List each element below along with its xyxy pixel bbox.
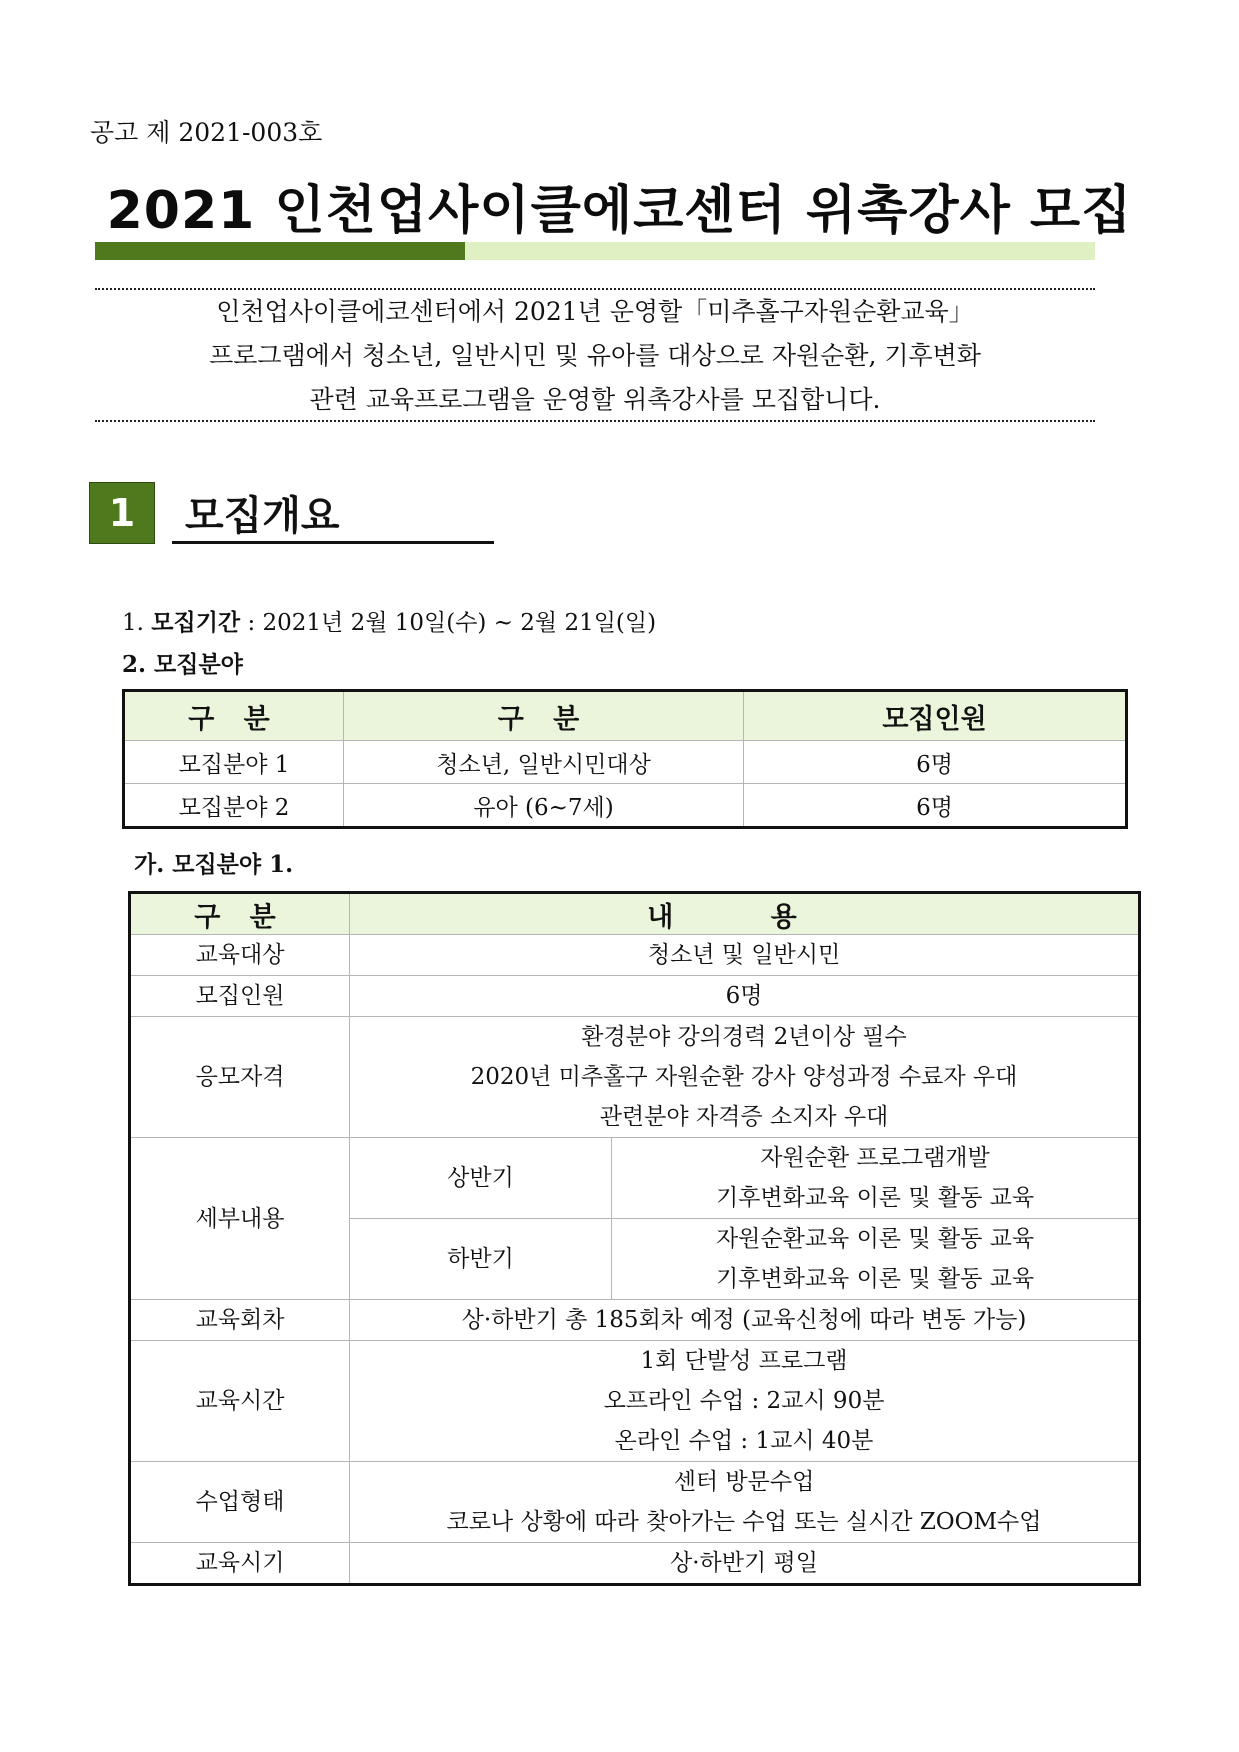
section-title: 모집개요 <box>185 493 340 539</box>
row-value <box>350 1017 1140 1138</box>
table-row <box>130 976 1140 1017</box>
recruit-period <box>122 604 656 637</box>
value-line: 관련분야 자격증 소지자 우대 <box>599 1104 889 1130</box>
value-line: 오프라인 수업 : 2교시 90분 <box>603 1388 885 1414</box>
table-row <box>130 1017 1140 1138</box>
row-value: 상·하반기 총 185회차 예정 (교육신청에 따라 변동 가능) <box>350 1300 1140 1341</box>
row-value: 청소년 및 일반시민 <box>350 935 1140 976</box>
intro-line: 관련 교육프로그램을 운영할 위촉강사를 모집합니다. <box>309 385 881 414</box>
table-header-row <box>130 893 1140 935</box>
table-header: 내 용 <box>350 893 1140 935</box>
table-header: 구 분 <box>124 691 344 741</box>
row-value: 6명 <box>350 976 1140 1017</box>
row-value <box>350 1462 1140 1543</box>
table-header-row <box>124 691 1127 741</box>
row-value: 상·하반기 평일 <box>350 1543 1140 1585</box>
sub-row-label: 하반기 <box>350 1219 612 1300</box>
table-header: 구 분 <box>130 893 350 935</box>
value-line: 기후변화교육 이론 및 활동 교육 <box>715 1266 1035 1292</box>
section-number-badge: 1 <box>89 482 155 544</box>
sub-section-label: 가. 모집분야 1. <box>134 851 294 878</box>
table-cell: 청소년, 일반시민대상 <box>344 741 744 784</box>
value-line: 환경분야 강의경력 2년이상 필수 <box>581 1024 907 1050</box>
value-line: 자원순환 프로그램개발 <box>760 1145 990 1171</box>
row-label: 응모자격 <box>130 1017 350 1138</box>
recruit-field-heading: 2. 모집분야 <box>122 651 243 678</box>
table-row <box>130 1543 1140 1585</box>
row-label: 교육시기 <box>130 1543 350 1585</box>
recruit-field-table <box>122 689 1128 829</box>
intro-box <box>95 288 1095 422</box>
row-value <box>612 1138 1140 1219</box>
value-line: 1회 단발성 프로그램 <box>640 1348 848 1374</box>
item-value: : 2021년 2월 10일(수) ~ 2월 21일(일) <box>240 610 657 636</box>
table-row <box>124 741 1127 784</box>
table-row <box>130 1300 1140 1341</box>
section-underline <box>172 541 494 544</box>
row-label: 수업형태 <box>130 1462 350 1543</box>
value-line: 기후변화교육 이론 및 활동 교육 <box>715 1185 1035 1211</box>
value-line: 코로나 상황에 따라 찾아가는 수업 또는 실시간 ZOOM수업 <box>446 1509 1042 1535</box>
row-label: 교육대상 <box>130 935 350 976</box>
table-row <box>130 935 1140 976</box>
table-row <box>130 1138 1140 1219</box>
notice-number: 공고 제 2021-003호 <box>90 118 323 147</box>
intro-line: 프로그램에서 청소년, 일반시민 및 유아를 대상으로 자원순환, 기후변화 <box>209 341 981 370</box>
table-cell: 모집분야 2 <box>124 784 344 828</box>
table-row <box>130 1462 1140 1543</box>
row-label: 모집인원 <box>130 976 350 1017</box>
table-header: 모집인원 <box>744 691 1127 741</box>
table-cell: 6명 <box>744 741 1127 784</box>
field1-detail-table <box>128 891 1141 1586</box>
value-line: 자원순환교육 이론 및 활동 교육 <box>715 1226 1035 1252</box>
item-prefix: 1. <box>122 610 152 636</box>
page-title: 2021 인천업사이클에코센터 위촉강사 모집 <box>106 181 1133 241</box>
row-value <box>350 1341 1140 1462</box>
title-bar-light <box>465 242 1095 260</box>
table-header: 구 분 <box>344 691 744 741</box>
item-label: 모집기간 <box>151 609 241 636</box>
sub-row-label: 상반기 <box>350 1138 612 1219</box>
value-line: 2020년 미추홀구 자원순환 강사 양성과정 수료자 우대 <box>470 1064 1018 1090</box>
table-cell: 유아 (6~7세) <box>344 784 744 828</box>
table-cell: 모집분야 1 <box>124 741 344 784</box>
value-line: 온라인 수업 : 1교시 40분 <box>614 1428 874 1454</box>
row-value <box>612 1219 1140 1300</box>
row-label: 교육시간 <box>130 1341 350 1462</box>
table-row <box>124 784 1127 828</box>
table-cell: 6명 <box>744 784 1127 828</box>
table-row <box>130 1341 1140 1462</box>
title-bar-dark <box>95 242 465 260</box>
row-label: 교육회차 <box>130 1300 350 1341</box>
value-line: 센터 방문수업 <box>673 1469 815 1495</box>
intro-line: 인천업사이클에코센터에서 2021년 운영할「미추홀구자원순환교육」 <box>216 297 974 326</box>
row-label: 세부내용 <box>130 1138 350 1300</box>
